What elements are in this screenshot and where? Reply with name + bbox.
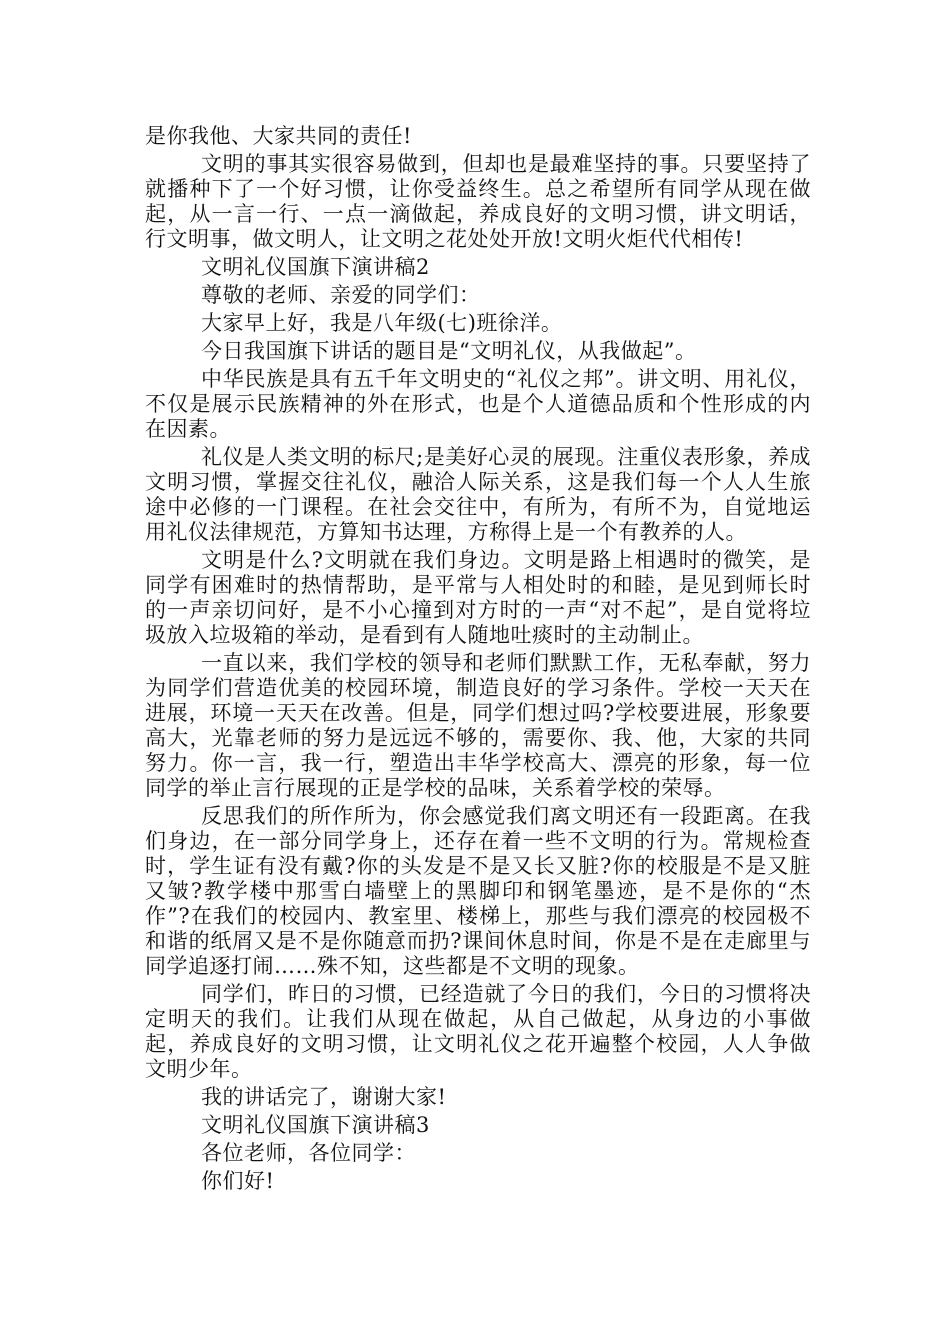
closing-thanks: 我的讲话完了，谢谢大家! <box>201 1085 447 1109</box>
paragraph-nation-etiquette: 中华民族是具有五千年文明史的“礼仪之邦”。讲文明、用礼仪，不仅是展示民族精神的外在形式，也是个人道德品质和个性形成的内在因素。 <box>145 367 811 441</box>
paragraph-civility-persistence: 文明的事其实很容易做到，但却也是最难坚持的事。只要坚持了就播种下了一个好习惯，让你受益终生。总之希望所有同学从现在做起，从一言一行、一点一滴做起，养成良好的文明习惯，讲文明话，行文明事，做文明人，让文明之花处处开放!文明火炬代代相传! <box>145 152 811 251</box>
speech-title-2: 文明礼仪国旗下演讲稿2 <box>201 255 430 279</box>
document-page <box>145 124 811 1197</box>
paragraph-call-to-action: 同学们，昨日的习惯，已经造就了今日的我们，今日的习惯将决定明天的我们。让我们从现在做起，从自己做起，从身边的小事做起，养成良好的文明习惯，让文明礼仪之花开遍整个校园，人人争做文明少年。 <box>145 982 811 1081</box>
salutation-3: 各位老师，各位同学： <box>201 1141 416 1165</box>
paragraph-etiquette-measure: 礼仪是人类文明的标尺;是美好心灵的展现。注重仪表形象，养成文明习惯，掌握交往礼仪，融洽人际关系，这是我们每一个人人生旅途中必修的一门课程。在社会交往中，有所为，有所不为，自觉地运用礼仪法律规范，方算知书达理，方称得上是一个有教养的人。 <box>145 445 811 544</box>
salutation-2: 尊敬的老师、亲爱的同学们： <box>201 283 481 307</box>
paragraph-school-effort: 一直以来，我们学校的领导和老师们默默工作，无私奉献，努力为同学们营造优美的校园环境，制造良好的学习条件。学校一天天在进展，环境一天天在改善。但是，同学们想过吗?学校要进展，形象要高大，光靠老师的努力是远远不够的，需要你、我、他，大家的共同努力。你一言，我一行，塑造出丰华学校高大、漂亮的形象，每一位同学的举止言行展现的正是学校的品味，关系着学校的荣辱。 <box>145 651 811 800</box>
paragraph-continuation: 是你我他、大家共同的责任! <box>145 124 412 148</box>
paragraph-what-is-civility: 文明是什么?文明就在我们身边。文明是路上相遇时的微笑，是同学有困难时的热情帮助，是平常与人相处时的和睦，是见到师长时的一声亲切问好，是不小心撞到对方时的一声“对不起”，是自觉将垃圾放入垃圾箱的举动，是看到有人随地吐痰时的主动制止。 <box>145 548 811 647</box>
paragraph-reflection: 反思我们的所作所为，你会感觉我们离文明还有一段距离。在我们身边，在一部分同学身上，还存在着一些不文明的行为。常规检查时，学生证有没有戴?你的头发是不是又长又脏?你的校服是不是又脏又皱?教学楼中那雪白墙壁上的黑脚印和钢笔墨迹，是不是你的“杰作”?在我们的校园内、教室里、楼梯上，那些与我们漂亮的校园极不和谐的纸屑又是不是你随意而扔?课间休息时间，你是不是在走廊里与同学追逐打闹……殊不知，这些都是不文明的现象。 <box>145 804 811 978</box>
greeting-3: 你们好! <box>201 1169 275 1193</box>
speech-title-3: 文明礼仪国旗下演讲稿3 <box>201 1113 430 1137</box>
greeting-2: 大家早上好，我是八年级(七)班徐洋。 <box>201 311 563 335</box>
topic-statement: 今日我国旗下讲话的题目是“文明礼仪，从我做起”。 <box>201 339 697 363</box>
